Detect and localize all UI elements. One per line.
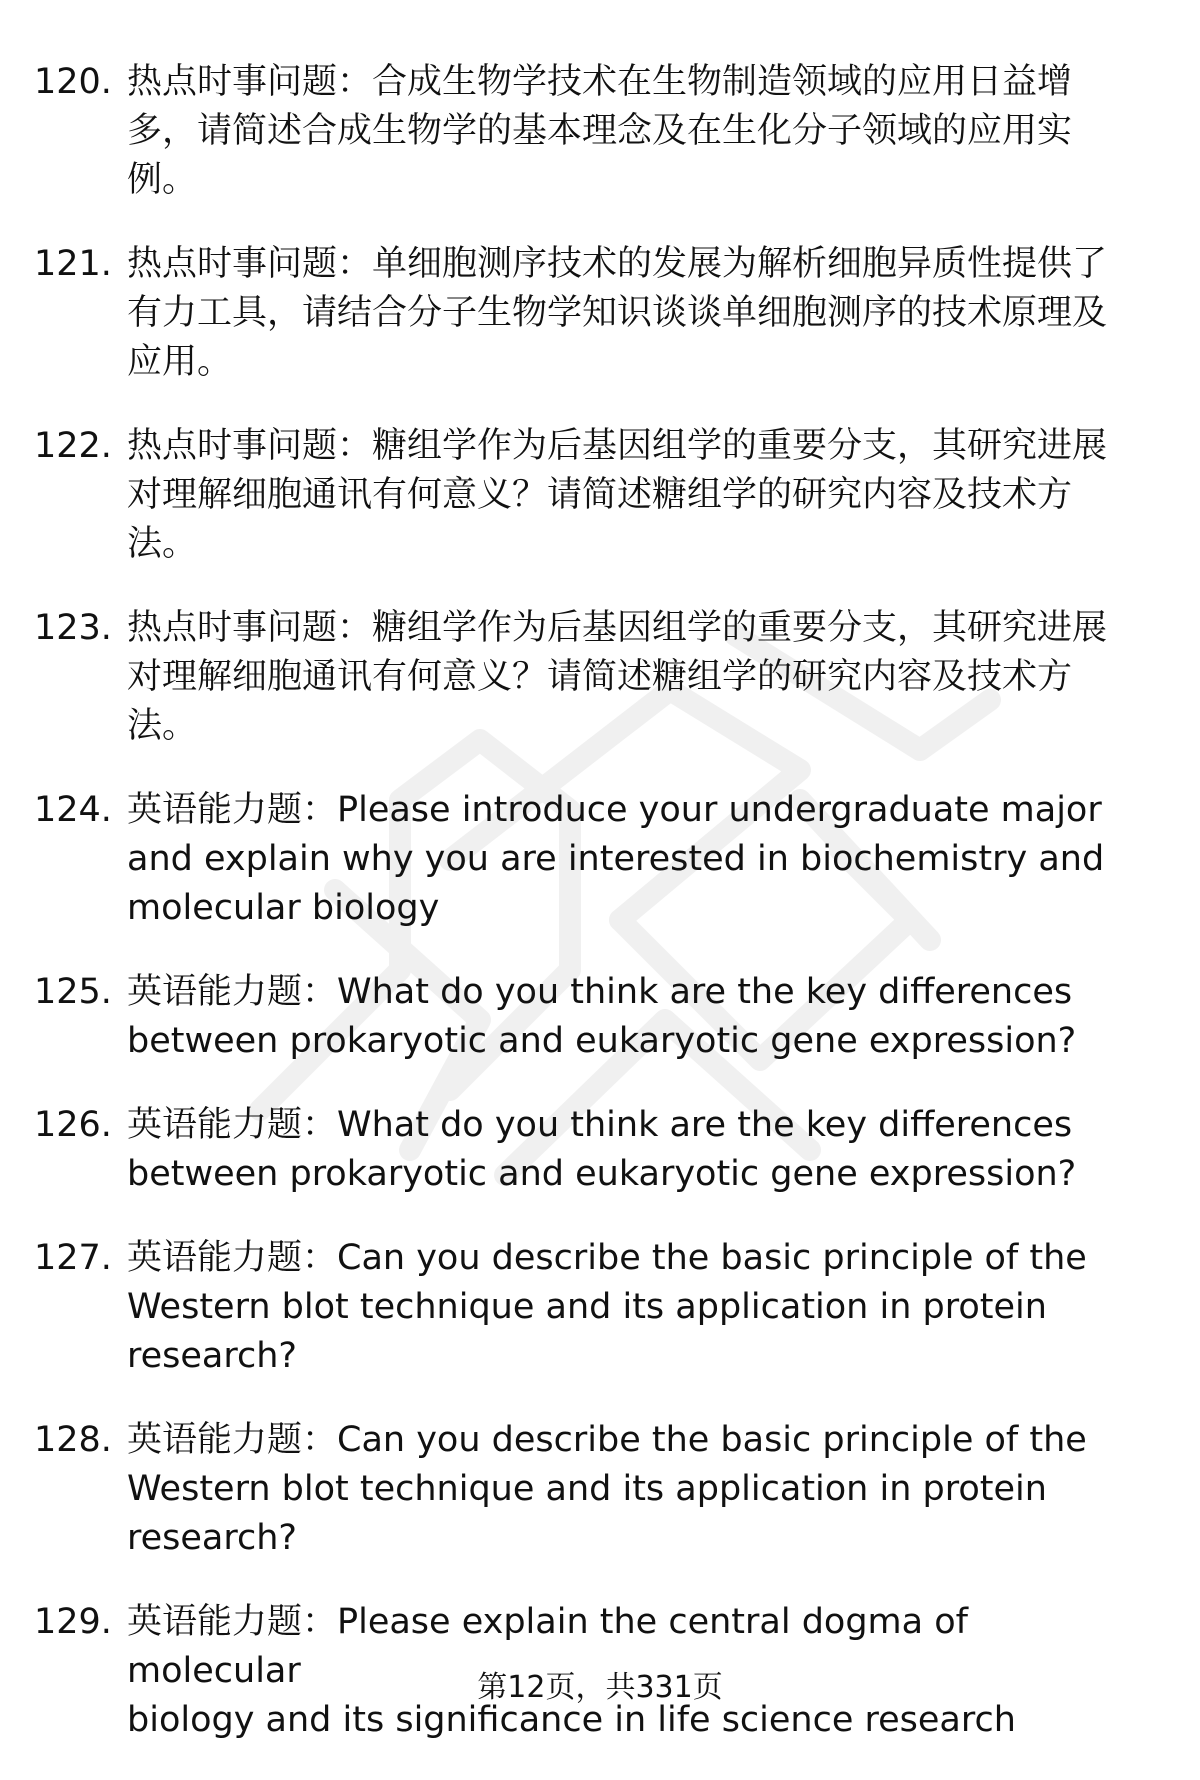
question-item [0,58,1200,205]
question-text-line: 英语能力题：What do you think are the key differences [127,972,1073,1012]
question-text [127,1416,1142,1563]
page-footer: 第12页，共331页 [477,1670,723,1705]
question-text [127,786,1142,933]
question-number: 123. [34,608,112,648]
question-number: 126. [34,1105,112,1145]
question-text-line: and explain why you are interested in biochemistry and [127,839,1105,879]
question-text-line: 英语能力题：Please explain the central dogma of molecular [127,1602,968,1691]
question-text-line: 例。 [127,160,198,200]
question-text-line: Western blot technique and its application in protein [127,1287,1047,1327]
question-text-line: 热点时事问题：单细胞测序技术的发展为解析细胞异质性提供了 [127,244,1108,284]
question-text-line: research? [127,1518,297,1558]
question-number: 122. [34,426,112,466]
question-text [127,1101,1142,1199]
question-item [0,604,1200,751]
question-text-line: 英语能力题：Please introduce your undergraduate major [127,790,1102,830]
question-number: 127. [34,1238,112,1278]
question-text [127,968,1142,1066]
question-text-line: 热点时事问题：合成生物学技术在生物制造领域的应用日益增 [127,62,1073,102]
question-text-line: 对理解细胞通讯有何意义？请简述糖组学的研究内容及技术方 [127,657,1073,697]
question-text [127,422,1142,569]
question-number: 125. [34,972,112,1012]
question-text [127,240,1142,387]
question-text [127,1234,1142,1381]
question-text-line: biology and its significance in life science research [127,1700,1016,1740]
question-list [0,58,1200,1780]
question-text-line: 有力工具，请结合分子生物学知识谈谈单细胞测序的技术原理及 [127,293,1108,333]
question-text-line: 法。 [127,524,198,564]
question-text [127,58,1142,205]
question-item [0,240,1200,387]
question-text-line: Western blot technique and its application in protein [127,1469,1047,1509]
question-number: 121. [34,244,112,284]
question-text-line: between prokaryotic and eukaryotic gene expression? [127,1021,1077,1061]
question-number: 120. [34,62,112,102]
question-text-line: 英语能力题：Can you describe the basic principle of the [127,1420,1087,1460]
question-number: 129. [34,1602,112,1642]
question-text-line: 多，请简述合成生物学的基本理念及在生化分子领域的应用实 [127,111,1073,151]
question-text-line: 英语能力题：What do you think are the key differences [127,1105,1073,1145]
question-text-line: 对理解细胞通讯有何意义？请简述糖组学的研究内容及技术方 [127,475,1073,515]
question-text-line: research? [127,1336,297,1376]
question-item [0,1101,1200,1199]
question-item [0,422,1200,569]
question-number: 124. [34,790,112,830]
question-text-line: 英语能力题：Can you describe the basic principle of the [127,1238,1087,1278]
question-item [0,968,1200,1066]
question-text-line: molecular biology [127,888,440,928]
question-text-line: 热点时事问题：糖组学作为后基因组学的重要分支，其研究进展 [127,426,1108,466]
question-item [0,1234,1200,1381]
question-text [127,604,1142,751]
question-text-line: 热点时事问题：糖组学作为后基因组学的重要分支，其研究进展 [127,608,1108,648]
question-text-line: between prokaryotic and eukaryotic gene expression? [127,1154,1077,1194]
question-number: 128. [34,1420,112,1460]
question-text-line: 应用。 [127,342,233,382]
question-text-line: 法。 [127,706,198,746]
question-item [0,786,1200,933]
question-item [0,1416,1200,1563]
